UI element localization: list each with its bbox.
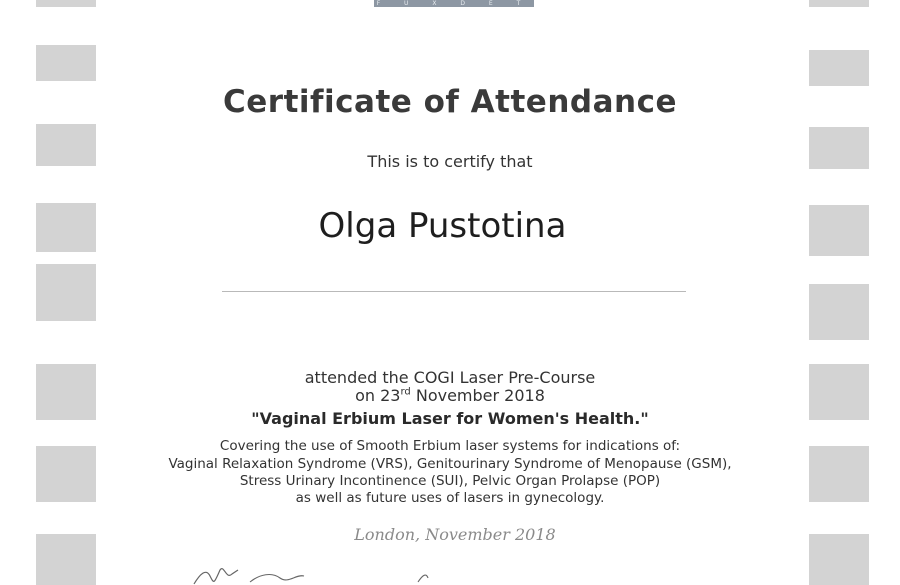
signature-scribble xyxy=(180,560,460,585)
course-title: "Vaginal Erbium Laser for Women's Health." xyxy=(251,409,649,428)
name-divider xyxy=(222,291,686,292)
logo-banner: F U X D E T xyxy=(374,0,534,7)
border-square xyxy=(36,45,96,81)
certify-text: This is to certify that xyxy=(367,152,533,171)
description-line: as well as future uses of lasers in gynecology. xyxy=(295,490,605,506)
date-prefix: on 23 xyxy=(355,386,401,405)
certificate-title: Certificate of Attendance xyxy=(223,84,677,120)
border-square xyxy=(809,284,869,340)
border-square xyxy=(809,0,869,7)
course-date xyxy=(0,386,900,405)
description-line: Stress Urinary Incontinence (SUI), Pelvic Organ Prolapse (POP) xyxy=(239,473,661,489)
border-square xyxy=(36,0,96,7)
recipient-name: Olga Pustotina xyxy=(318,206,567,246)
date-ordinal: rd xyxy=(400,386,411,398)
border-square xyxy=(36,264,96,321)
place-date: London, November 2018 xyxy=(354,525,556,544)
border-square xyxy=(809,50,869,86)
description-line: Vaginal Relaxation Syndrome (VRS), Genitourinary Syndrome of Menopause (GSM), xyxy=(168,456,732,472)
description-line: Covering the use of Smooth Erbium laser systems for indications of: xyxy=(219,438,681,454)
attended-line: attended the COGI Laser Pre-Course xyxy=(304,368,596,387)
date-suffix: November 2018 xyxy=(410,386,545,405)
